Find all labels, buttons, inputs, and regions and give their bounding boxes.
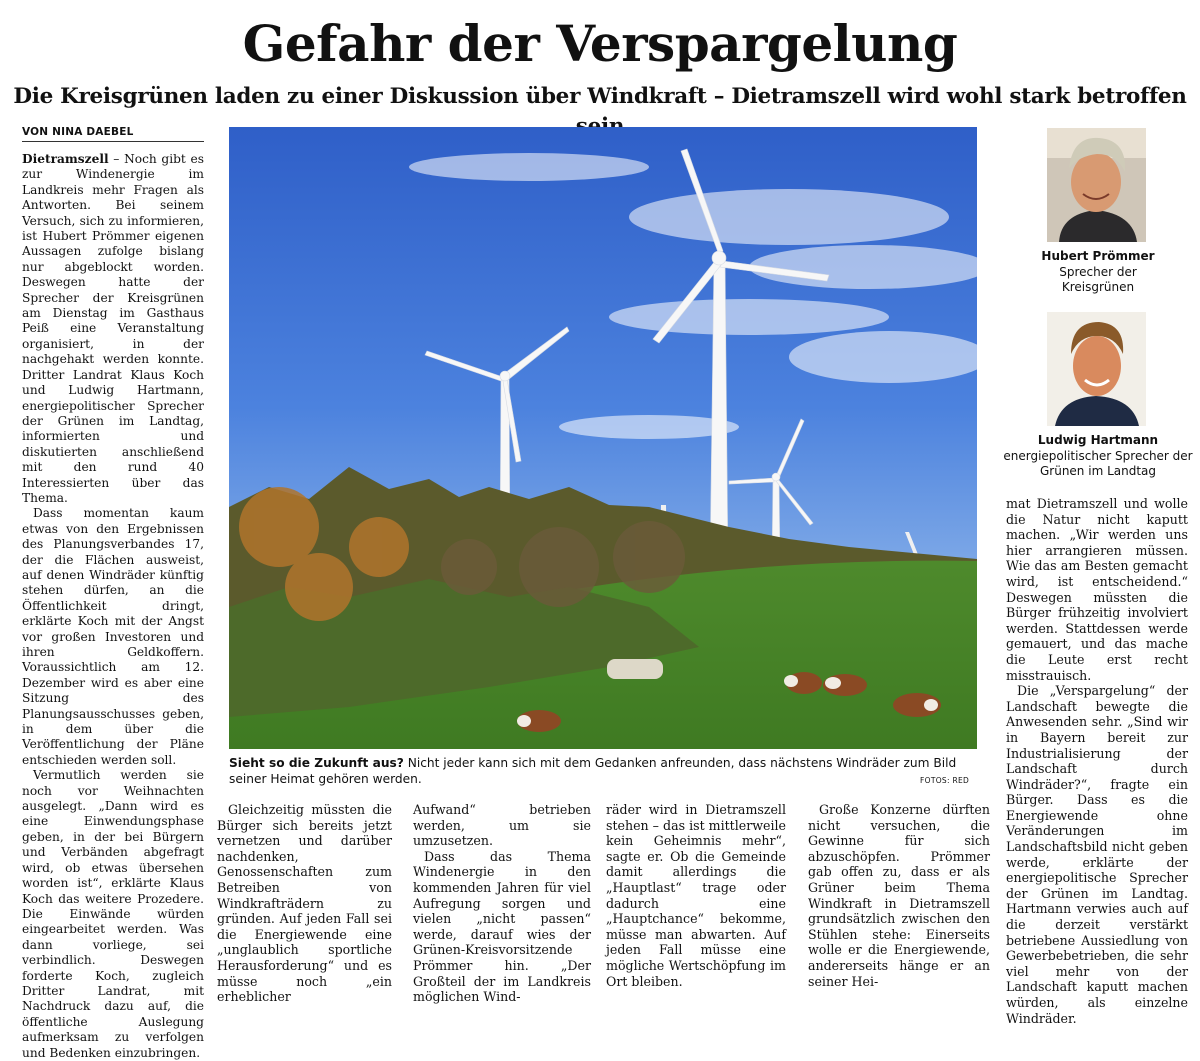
- article-paragraph: Gleichzeitig müssten die Bürger sich bereits jetzt vernetzen und darüber nachdenken, Genossenschaften zum Betreiben von Windkrafträdern zu gründen. Auf jeden Fall sei die Energiewende eine „unglaublich sportliche Herausforderung“ und es müsse noch „ein erheblicher: [217, 802, 392, 1005]
- article-paragraph: [22, 152, 204, 506]
- portrait-caption-1: [1030, 249, 1166, 296]
- dateline-place: Dietramszell: [22, 152, 109, 166]
- portrait-caption-2: [1002, 433, 1194, 480]
- photo-credit: FOTOS: RED: [920, 776, 970, 785]
- article-column-1: [22, 152, 204, 1060]
- article-paragraph: Dass das Thema Windenergie in den kommenden Jahren für viel Aufregung sorgen und vielen „nicht passen“ werde, darauf wies der Grünen-Kreisvorsitzende Prömmer hin. „Der Großteil der im Landkreis möglichen Wind-: [413, 848, 591, 1005]
- portrait-hubert-proemmer: [1047, 128, 1146, 242]
- paragraph-text: – Noch gibt es zur Windenergie im Landkreis mehr Fragen als Antworten. Bei seinem Versuch, sich zu informieren, ist Hubert Prömmer eigenen Aussagen zufolge bislang nur abgeblockt worden. Deswegen hatte der Sprecher der Kreisgrünen am Dienstag im Gasthaus Peiß eine Veranstaltung organisiert, in der nachgehakt werden konnte. Dritter Landrat Klaus Koch und Ludwig Hartmann, energiepolitischer Sprecher der Grünen im Landtag, informierten und diskutierten anschließend mit den rund 40 Interessierten über das Thema.: [22, 152, 204, 505]
- article-column-6: [1006, 496, 1188, 1026]
- article-column-3: [413, 802, 591, 1005]
- person-name: Hubert Prömmer: [1041, 249, 1155, 263]
- byline: VON NINA DAEBEL: [22, 126, 204, 142]
- person-role: Sprecher der Kreisgrünen: [1059, 264, 1137, 294]
- article-paragraph: Aufwand“ betrieben werden, um sie umzusetzen.: [413, 802, 591, 849]
- person-role: energiepolitischer Sprecher der Grünen im Landtag: [1003, 448, 1193, 478]
- article-column-5: [808, 802, 990, 989]
- article-paragraph: Dass momentan kaum etwas von den Ergebnissen des Planungsverbandes 17, der die Flächen ausweist, auf denen Windräder künftig stehen dürfen, an die Öffentlichkeit dringt, erklärte Koch mit der Angst vor großen Investoren und ihren Geldkoffern. Voraussichtlich am 12. Dezember wird es aber eine Sitzung des Planungsausschusses geben, in dem über die Veröffentlichung der Pläne entschieden werden soll.: [22, 506, 204, 767]
- article-column-2: [217, 802, 392, 1005]
- subheadline: Die Kreisgrünen laden zu einer Diskussion über Windkraft – Dietramszell wird wohl stark betroffen: [13, 84, 1187, 109]
- photo-caption: [229, 755, 979, 787]
- article-paragraph: Vermutlich werden sie noch vor Weihnachten ausgelegt. „Dann wird es eine Einwendungsphase geben, in der bei Bürgern und Verbänden abgefragt wird, ob etwas übersehen worden ist“, erklärte Klaus Koch das weitere Prozedere. Die Einwände würden eingearbeitet werden. Was dann vorliege, sei verbindlich. Deswegen forderte Koch, zugleich Dritter Landrat, mit Nachdruck dazu auf, die öffentliche Auslegung aufmerksam zu verfolgen und Bedenken einzubringen.: [22, 768, 204, 1060]
- article-paragraph: Die „Verspargelung“ der Landschaft bewegte die Anwesenden sehr. „Sind wir in Bayern bereit zur Industrialisierung der Landschaft durch Windräder?“, fragte ein Bürger. Dass es die Energiewende ohne Veränderungen im Landschaftsbild nicht geben werde, erklärte der energiepolitische Sprecher der Grünen im Landtag. Hartmann verwies auch auf die derzeit verstärkt betriebene Aussiedlung von Gewerbebetrieben, die sehr viel mehr von der Landschaft kaputt machen würden, als einzelne Windräder.: [1006, 683, 1188, 1026]
- headline: Gefahr der Verspargelung: [242, 14, 958, 73]
- wind-turbine-photo: [229, 127, 977, 749]
- article-paragraph: Große Konzerne dürften nicht versuchen, die Gewinne für sich abzuschöpfen. Prömmer gab offen zu, dass er als Grüner beim Thema Windkraft in Dietramszell grundsätzlich zwischen den Stühlen stehe: Einerseits wolle er die Energiewende, andererseits hänge er an seiner Hei-: [808, 802, 990, 989]
- caption-lead: Sieht so die Zukunft aus?: [229, 756, 404, 770]
- person-name: Ludwig Hartmann: [1037, 433, 1159, 447]
- article-column-4: [606, 802, 786, 989]
- portrait-ludwig-hartmann: [1047, 312, 1146, 426]
- caption-text: Nicht jeder kann sich mit dem Gedanken anfreunden, dass nächstens Windräder zum Bild seiner Heimat gehören werden.: [229, 756, 957, 786]
- article-paragraph: räder wird in Dietramszell stehen – das ist mittlerweile kein Geheimnis mehr“, sagte er. Ob die Gemeinde damit allerdings die „Hauptlast“ trage oder dadurch eine „Hauptchance“ bekomme, müsse man abwarten. Auf jeden Fall müsse eine mögliche Wertschöpfung im Ort bleiben.: [606, 802, 786, 989]
- article-paragraph: mat Dietramszell und wolle die Natur nicht kaputt machen. „Wir werden uns hier arrangieren müssen. Wie das am Besten gemacht wird, ist entscheidend.“ Deswegen müssten die Bürger frühzeitig involviert werden. Stattdessen werde gemauert, und das mache die Leute erst recht misstrauisch.: [1006, 496, 1188, 683]
